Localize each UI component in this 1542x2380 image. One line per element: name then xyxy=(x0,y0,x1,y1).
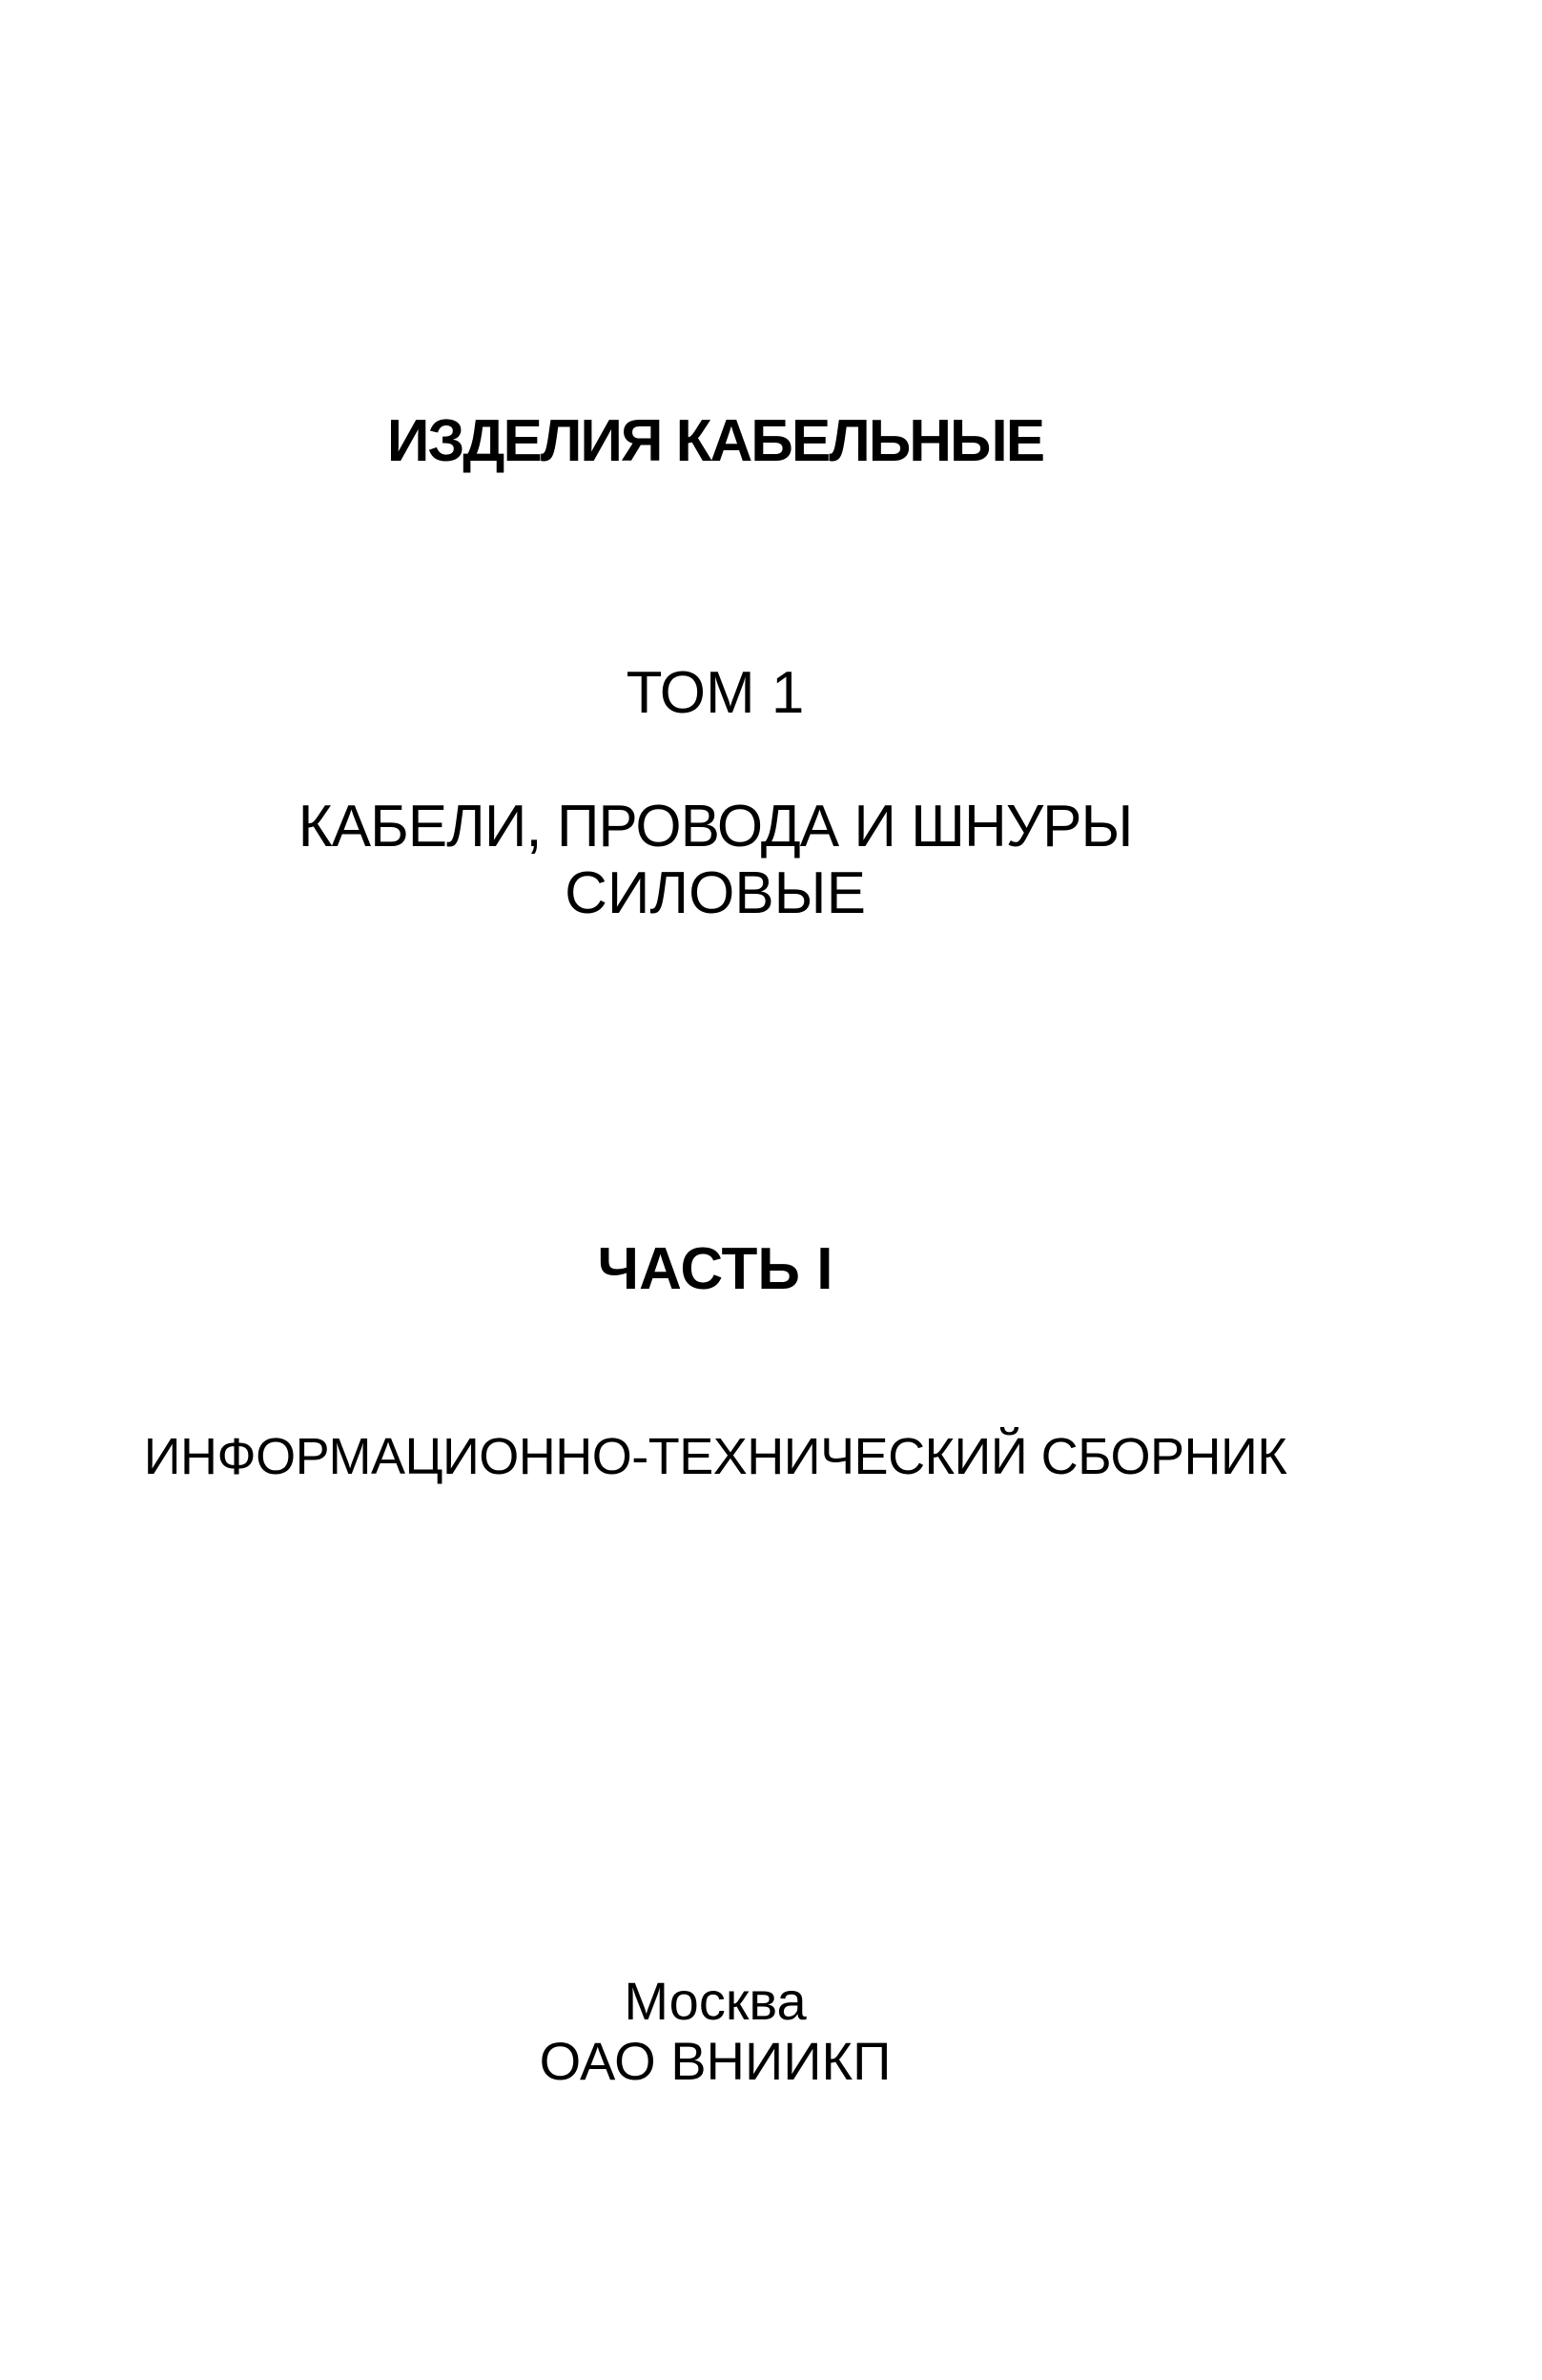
main-title: ИЗДЕЛИЯ КАБЕЛЬНЫЕ xyxy=(386,408,1044,474)
collection-type: ИНФОРМАЦИОННО-ТЕХНИЧЕСКИЙ СБОРНИК xyxy=(143,1428,1287,1485)
subtitle-line-1: КАБЕЛИ, ПРОВОДА И ШНУРЫ xyxy=(298,794,1133,859)
volume-label: ТОМ 1 xyxy=(626,660,805,726)
publisher-name: ОАО ВНИИКП xyxy=(539,2031,892,2091)
subtitle-line-2: СИЛОВЫЕ xyxy=(565,860,866,926)
part-label: ЧАСТЬ I xyxy=(597,1236,833,1302)
publication-city: Москва xyxy=(624,1971,807,2031)
